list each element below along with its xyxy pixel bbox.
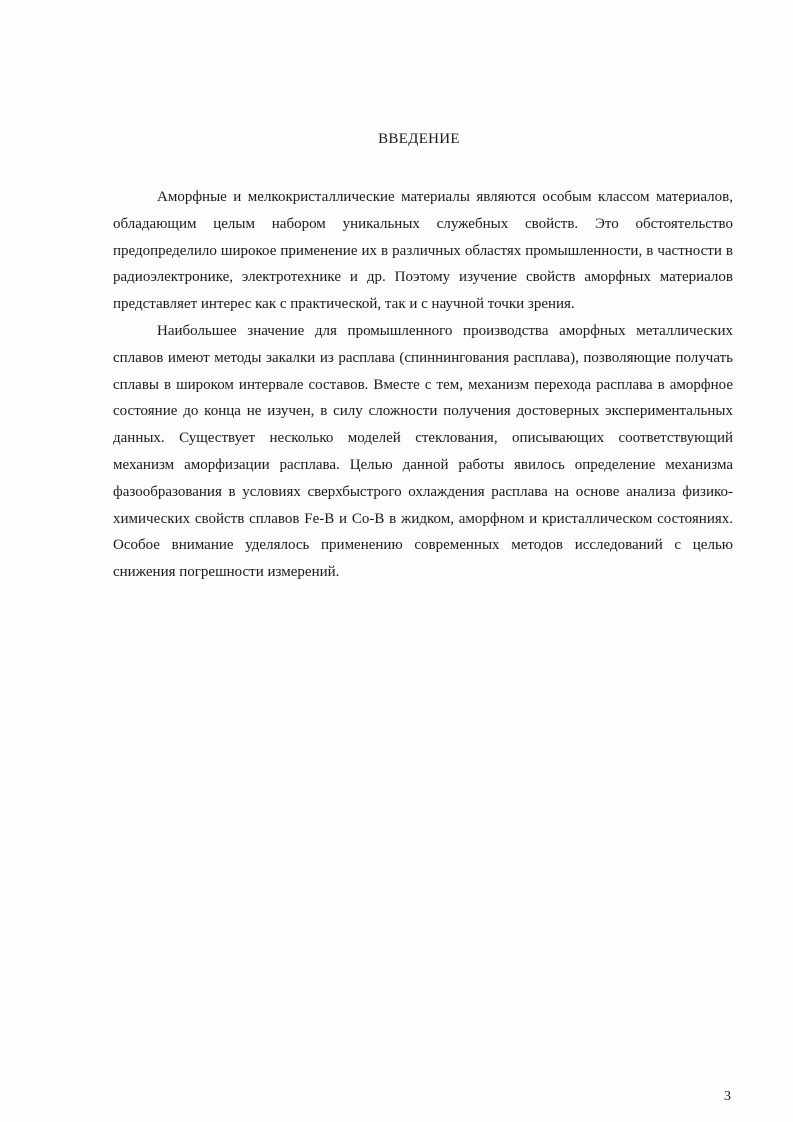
paragraph-intro: Аморфные и мелкокристаллические материалы являются особым классом материалов, обладающим целым набором уникальных служебных свойств. Это обстоятельство предопределило широкое применение их в различных областях промышленности, в частности в радиоэлектронике, электротехнике и др. Поэтому изучение свойств аморфных материалов представляет интерес как с практической, так и с научной точки зрения. [113, 189, 733, 313]
page-title: ВВЕДЕНИЕ [378, 131, 460, 147]
page-number: 3 [724, 1089, 731, 1104]
paragraph-purpose: Наибольшее значение для промышленного производства аморфных металлических сплавов имеют методы закалки из расплава (спиннингования расплава), позволяющие получать сплавы в широком интервале составов. Вместе с тем, механизм перехода расплава в аморфное состояние до конца не изучен, в силу сложности получения достоверных экспериментальных данных. Существует несколько моделей стеклования, описывающих соответствующий механизм аморфизации расплава. Целью данной работы явилось определение механизма фазообразования в условиях сверхбыстрого охлаждения расплава на основе анализа физико-химических свойств сплавов Fe-B и Co-B в жидком, аморфном и кристаллическом состояниях. Особое внимание уделялось применению современных методов исследований с целью снижения погрешности измерений. [113, 322, 733, 581]
body-text [113, 184, 733, 586]
